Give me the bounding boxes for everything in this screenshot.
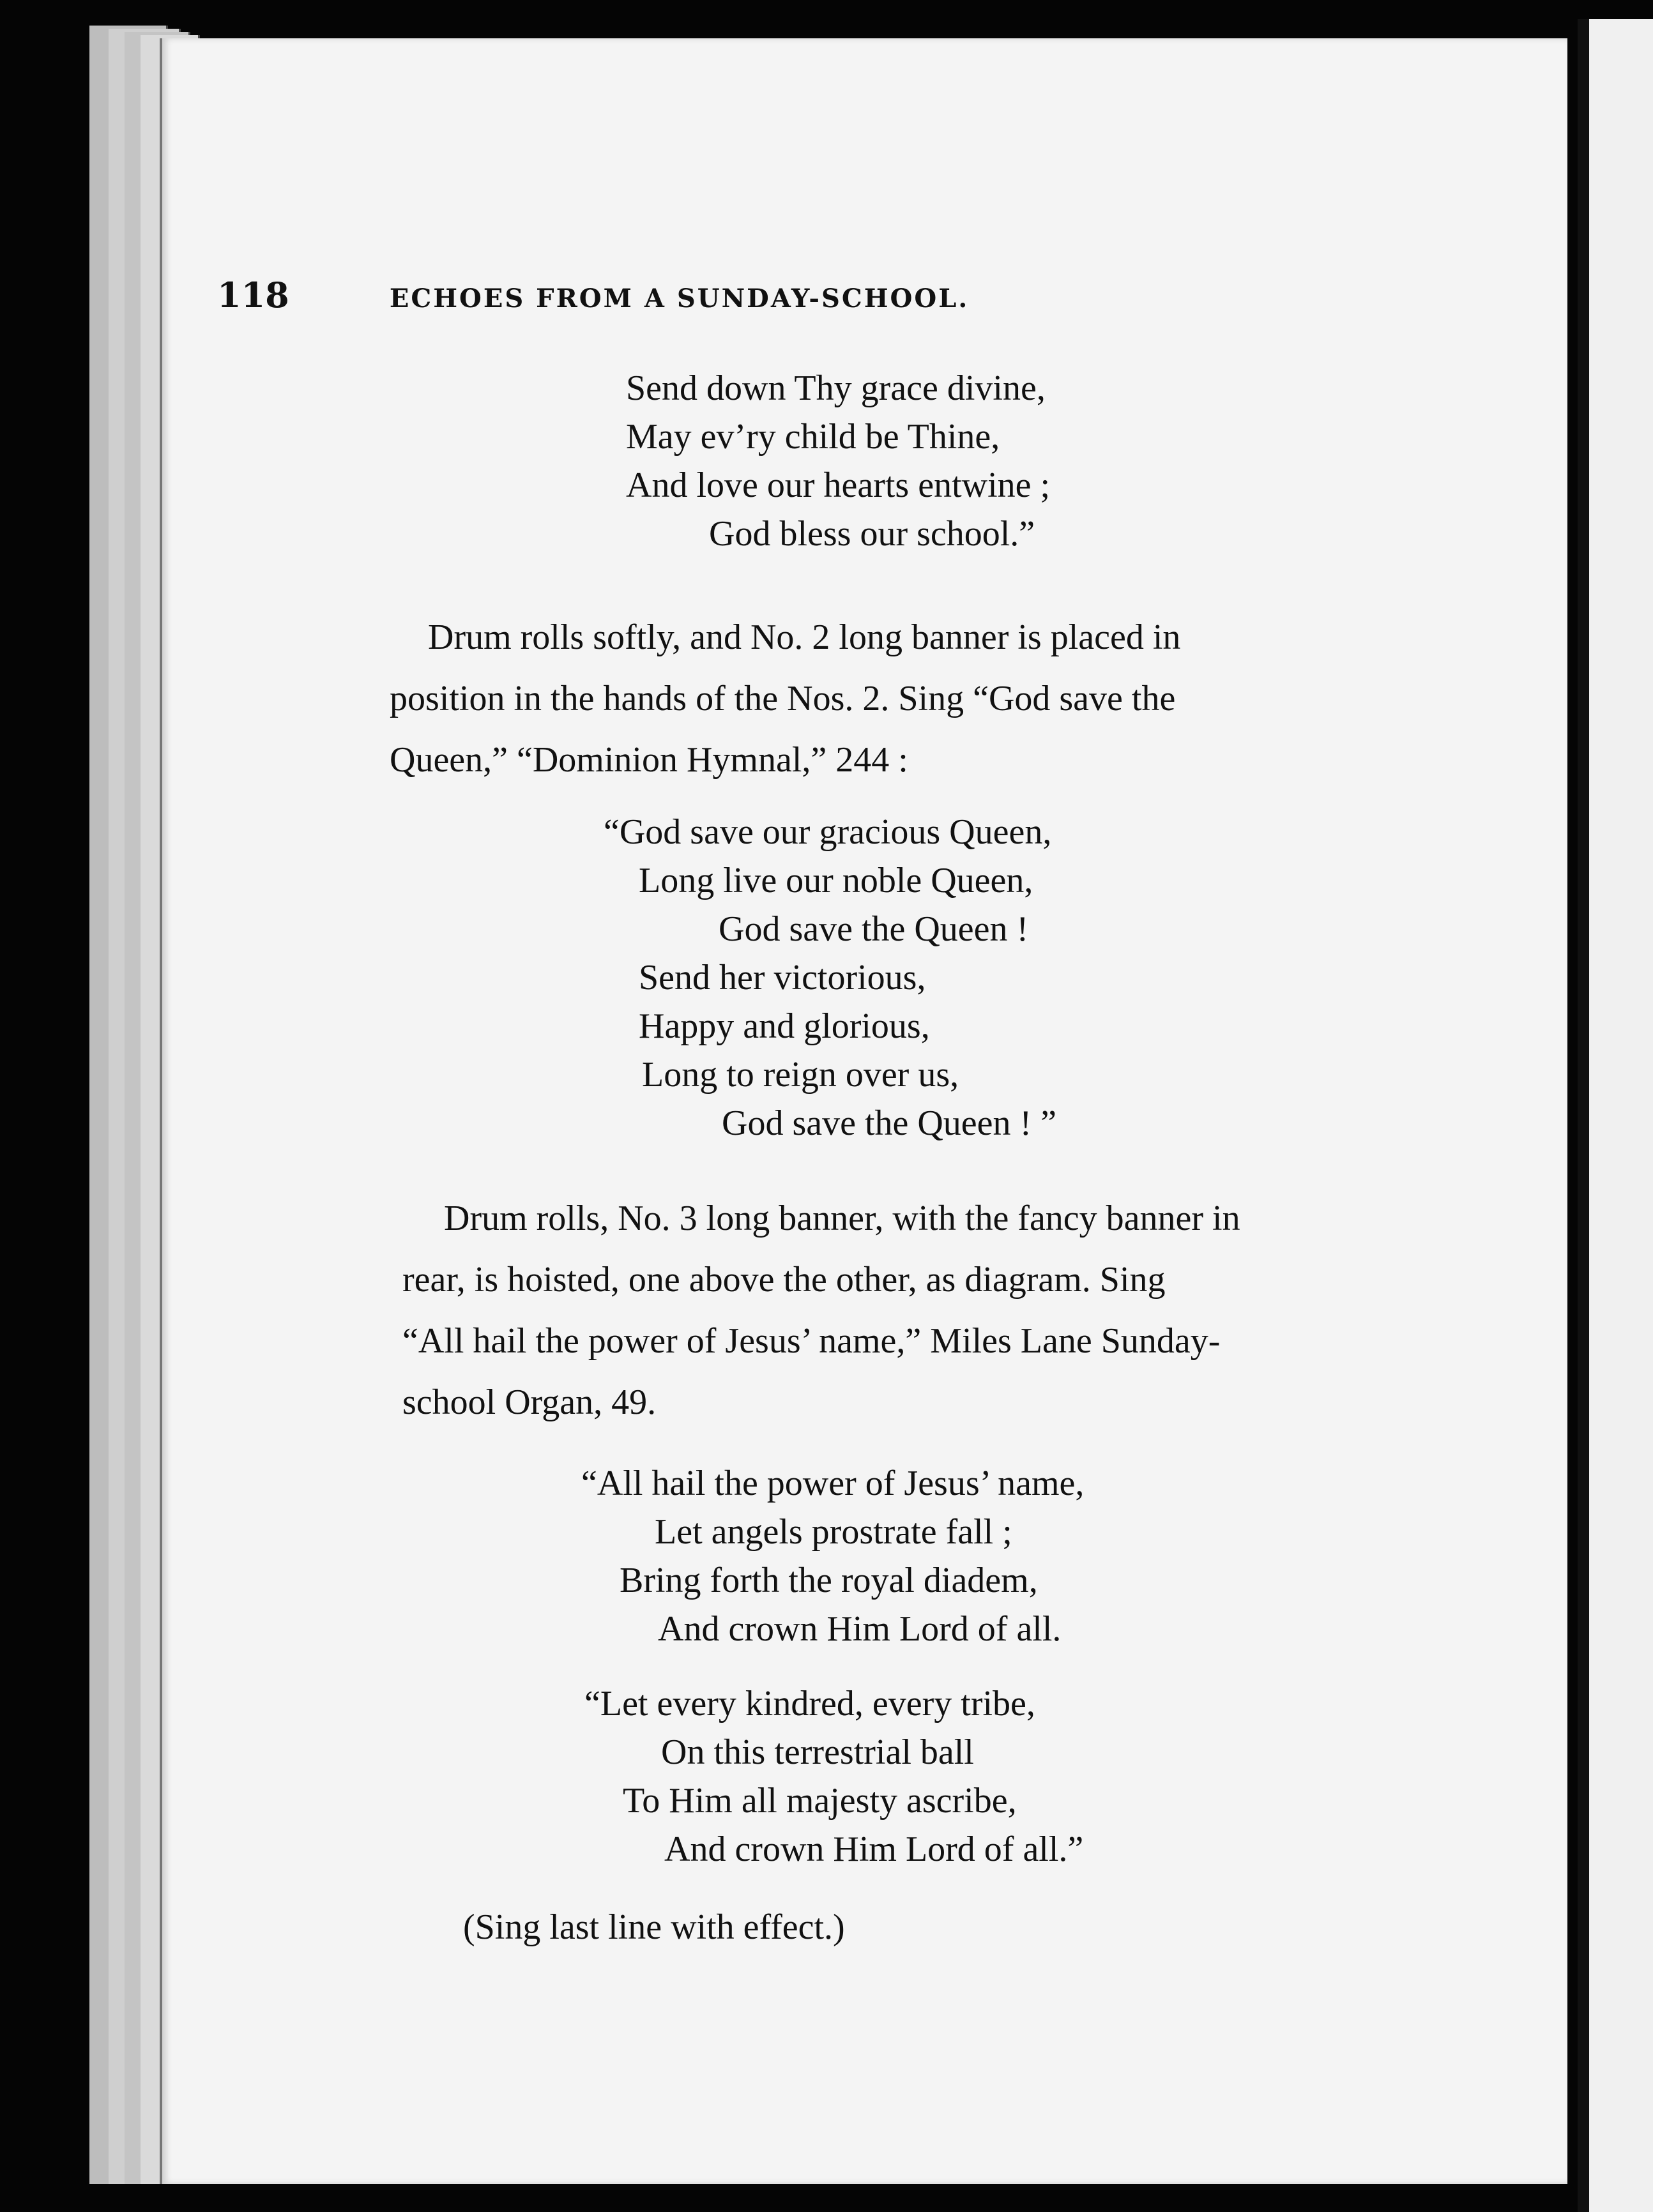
verse-line: And crown Him Lord of all. [658,1609,1062,1649]
verse-line: Happy and glorious, [639,1006,930,1046]
page-number: 118 [217,275,289,315]
verse-line: God save the Queen ! [719,909,1029,949]
verse-line: On this terrestrial ball [661,1732,974,1772]
prose-line: Queen,” “Dominion Hymnal,” 244 : [390,740,908,780]
prose-line: position in the hands of the Nos. 2. Sing “God save the [390,679,1176,718]
verse-line: Send down Thy grace divine, [626,368,1046,408]
verse-line: May ev’ry child be Thine, [626,417,1000,457]
verse-line: “God save our gracious Queen, [604,812,1052,852]
verse-line: To Him all majesty ascribe, [623,1781,1017,1821]
verse-line: Long live our noble Queen, [639,861,1033,900]
verse-line: And love our hearts entwine ; [626,466,1051,505]
verse-line: Long to reign over us, [642,1055,959,1095]
prose-line: school Organ, 49. [402,1382,657,1422]
running-title: ECHOES FROM A SUNDAY-SCHOOL. [389,284,970,314]
prose-line: rear, is hoisted, one above the other, as diagram. Sing [402,1260,1166,1299]
prose-line: “All hail the power of Jesus’ name,” Miles Lane Sunday- [402,1321,1221,1361]
hymn-verse-1 [581,1459,1084,1653]
verse-line: “Let every kindred, every tribe, [584,1684,1035,1723]
hymn-verse-2 [584,1679,1083,1874]
facing-page-edge [1578,19,1653,2212]
prose-line: Drum rolls, No. 3 long banner, with the fancy banner in [444,1199,1240,1238]
paragraph-1 [390,607,1392,791]
verse-line: God save the Queen ! ” [722,1103,1057,1143]
verse-line: Bring forth the royal diadem, [620,1561,1038,1600]
prose-line: Drum rolls softly, and No. 2 long banner is placed in [428,617,1181,657]
verse-line: God bless our school.” [709,514,1035,554]
verse-line: Send her victorious, [639,958,926,997]
stage-direction: (Sing last line with effect.) [463,1907,845,1947]
stanza-1 [626,364,1050,558]
anthem-stanza [604,808,1056,1148]
closing-note [463,1903,845,1951]
verse-line: Let angels prostrate fall ; [655,1512,1012,1552]
running-header [217,275,969,315]
paragraph-2 [402,1188,1405,1433]
verse-line: “All hail the power of Jesus’ name, [581,1464,1085,1503]
verse-line: And crown Him Lord of all.” [664,1829,1084,1869]
